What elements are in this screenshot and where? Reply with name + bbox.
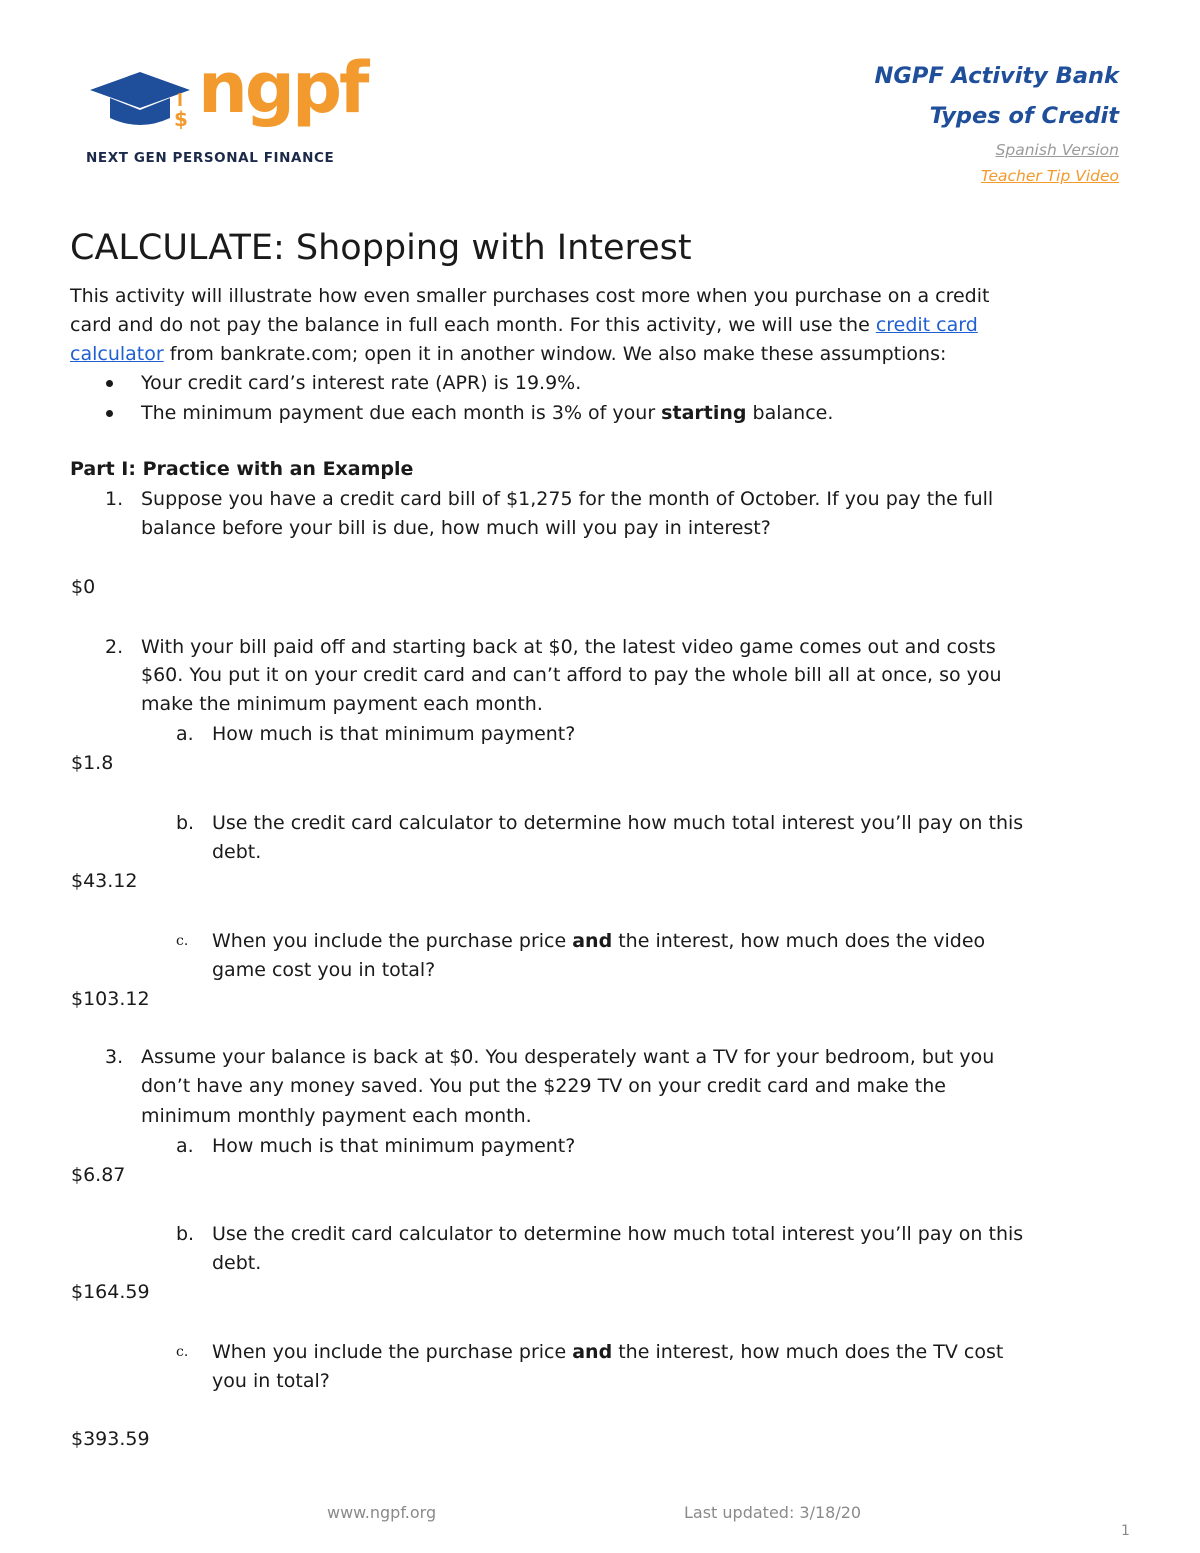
question-3b-label: b. [176, 1223, 195, 1245]
question-3a-label: a. [176, 1135, 194, 1157]
question-3b-answer: $164.59 [71, 1281, 150, 1303]
assumption-text [141, 399, 833, 428]
question-1-answer: $0 [71, 576, 96, 598]
intro-line-2-text: card and do not pay the balance in full each month. For this activity, we will use the [70, 314, 876, 336]
bullet-icon [106, 410, 113, 417]
intro-line-3 [70, 340, 1110, 369]
question-2a-text: How much is that minimum payment? [212, 723, 576, 745]
credit-card-calculator-link[interactable]: credit card [875, 314, 978, 336]
question-2-line-1: With your bill paid off and starting back at $0, the latest video game comes out and costs [141, 636, 996, 658]
question-2c-answer: $103.12 [71, 988, 150, 1010]
question-3c-line-2: you in total? [212, 1370, 330, 1392]
question-1-number: 1. [105, 488, 124, 510]
footer-website[interactable]: www.ngpf.org [327, 1503, 437, 1522]
question-3-line-2: don’t have any money saved. You put the $229 TV on your credit card and make the [141, 1075, 946, 1097]
question-2a-answer: $1.8 [71, 752, 114, 774]
question-3b-line-2: debt. [212, 1252, 262, 1274]
question-3c-bold: and [572, 1341, 613, 1363]
question-2b-answer: $43.12 [71, 870, 138, 892]
question-1-line-1: Suppose you have a credit card bill of $1,275 for the month of October. If you pay the full [141, 488, 994, 510]
question-2b-line-2: debt. [212, 841, 262, 863]
question-3-number: 3. [105, 1046, 124, 1068]
intro-line-2 [70, 311, 1110, 340]
question-3a-answer: $6.87 [71, 1164, 126, 1186]
question-2b-label: b. [176, 812, 195, 834]
logo-wordmark: ngpf [198, 47, 367, 129]
question-3c-line-1 [212, 1338, 1003, 1368]
question-2c-post: the interest, how much does the video [612, 930, 986, 952]
footer-last-updated: Last updated: 3/18/20 [684, 1503, 862, 1522]
question-2-line-2: $60. You put it on your credit card and can’t afford to pay the whole bill all at once, so you [141, 664, 1002, 686]
question-2a-label: a. [176, 723, 194, 745]
bullet-icon [106, 380, 113, 387]
question-3-line-1: Assume your balance is back at $0. You desperately want a TV for your bedroom, but you [141, 1046, 995, 1068]
intro-line-1: This activity will illustrate how even smaller purchases cost more when you purchase on a credit [70, 285, 990, 307]
question-2-number: 2. [105, 636, 124, 658]
credit-card-calculator-link-cont[interactable]: calculator [70, 343, 164, 365]
question-2c-label: c. [176, 933, 189, 949]
question-2c-bold: and [572, 930, 613, 952]
question-2c-line-2: game cost you in total? [212, 959, 436, 981]
svg-text:$: $ [174, 107, 188, 131]
page-number: 1 [1121, 1523, 1130, 1539]
assumption-text-bold: starting [661, 402, 747, 424]
part-1-heading: Part I: Practice with an Example [70, 458, 414, 480]
spanish-version-link[interactable]: Spanish Version [995, 141, 1119, 159]
page-title: CALCULATE: Shopping with Interest [70, 228, 692, 268]
question-3a-text: How much is that minimum payment? [212, 1135, 576, 1157]
question-3c-label: c. [176, 1344, 189, 1360]
unit-title: Types of Credit [929, 103, 1119, 129]
question-3c-answer: $393.59 [71, 1428, 150, 1450]
assumption-text-pre: The minimum payment due each month is 3% of your [141, 402, 662, 424]
question-1-line-2: balance before your bill is due, how much will you pay in interest? [141, 517, 771, 539]
assumption-text: Your credit card’s interest rate (APR) is 19.9%. [141, 372, 582, 394]
question-3b-line-1: Use the credit card calculator to determine how much total interest you’ll pay on this [212, 1223, 1024, 1245]
logo-tagline: NEXT GEN PERSONAL FINANCE [86, 150, 335, 166]
question-3-line-3: minimum monthly payment each month. [141, 1105, 532, 1127]
question-3c-pre: When you include the purchase price [212, 1341, 573, 1363]
activity-bank-label: NGPF Activity Bank [874, 63, 1119, 89]
teacher-tip-video-link[interactable]: Teacher Tip Video [980, 167, 1119, 185]
question-2-line-3: make the minimum payment each month. [141, 693, 543, 715]
question-2b-line-1: Use the credit card calculator to determine how much total interest you’ll pay on this [212, 812, 1024, 834]
question-2c-line-1 [212, 927, 985, 957]
question-2c-pre: When you include the purchase price [212, 930, 573, 952]
intro-line-3-text: from bankrate.com; open it in another window. We also make these assumptions: [163, 343, 947, 365]
question-3c-post: the interest, how much does the TV cost [612, 1341, 1004, 1363]
assumption-text-post: balance. [746, 402, 834, 424]
